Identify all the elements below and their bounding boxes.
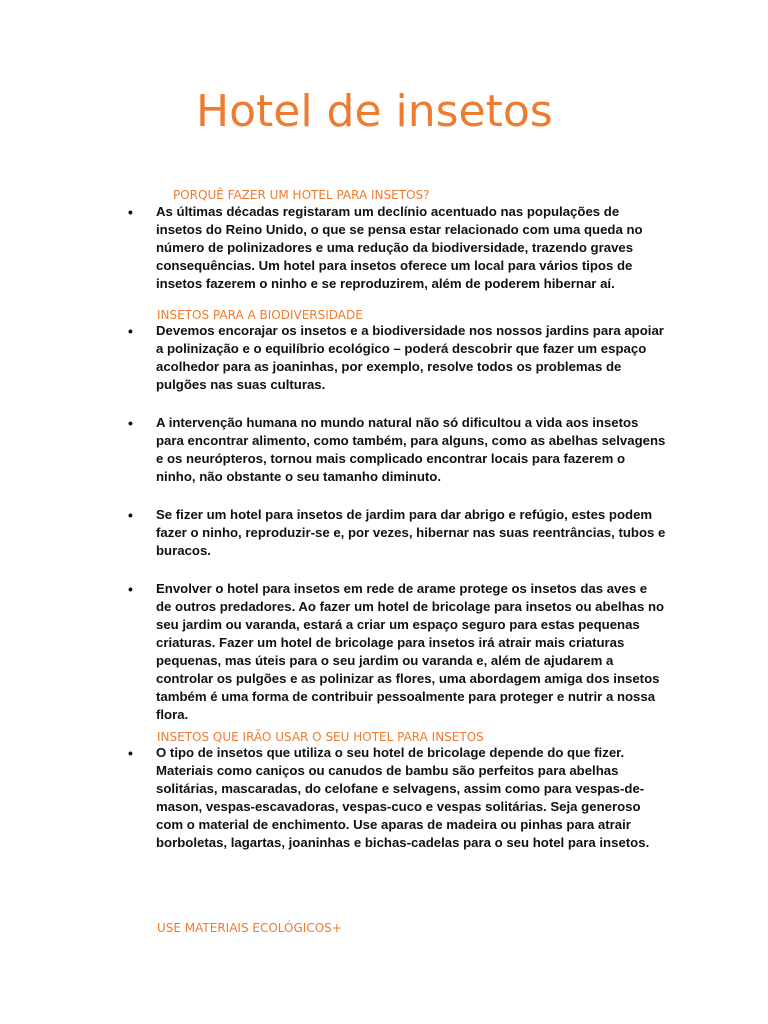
section-heading-materiais: USE MATERIAIS ECOLÓGICOS+	[157, 921, 342, 935]
bullet-list-biodiversidade	[0, 322, 666, 724]
section-heading-biodiversidade: INSETOS PARA A BIODIVERSIDADE	[157, 308, 363, 322]
list-item	[0, 203, 666, 293]
bullet-icon: •	[128, 581, 133, 597]
bullet-icon: •	[128, 323, 133, 339]
bullet-list-porque	[0, 203, 666, 293]
list-item	[0, 322, 666, 394]
list-item	[0, 580, 666, 724]
section-heading-insetos-que-irao: INSETOS QUE IRÃO USAR O SEU HOTEL PARA INSETOS	[157, 730, 484, 744]
list-item	[0, 744, 666, 852]
bullet-text: As últimas décadas registaram um declínio acentuado nas populações de insetos do Reino Unido, o que se pensa estar relacionado com uma queda no número de polinizadores e uma redução da biodiversidade, trazendo graves consequências. Um hotel para insetos oferece um local para vários tipos de insetos fazerem o ninho e se reproduzirem, além de poderem hibernar aí.	[156, 204, 643, 291]
bullet-list-insetos-que-irao	[0, 744, 666, 852]
bullet-text: A intervenção humana no mundo natural não só dificultou a vida aos insetos para encontrar alimento, como também, para alguns, como as abelhas selvagens e os neurópteros, tornou mais complicado encontrar locais para fazerem o ninho, não obstante o seu tamanho diminuto.	[156, 415, 666, 484]
bullet-text: Envolver o hotel para insetos em rede de arame protege os insetos das aves e de outros predadores. Ao fazer um hotel de bricolage para insetos ou abelhas no seu jardim ou varanda, estará a criar um espaço seguro para estas pequenas criaturas. Fazer um hotel de bricolage para insetos irá atrair mais criaturas pequenas, mas úteis para o seu jardim ou varanda e, além de ajudarem a controlar os pulgões e as polinizar as flores, uma abordagem amiga dos insetos também é uma forma de contribuir pessoalmente para proteger e nutrir a nossa flora.	[156, 581, 665, 722]
page-title: Hotel de insetos	[196, 86, 553, 137]
list-item	[0, 506, 666, 560]
list-item	[0, 414, 666, 486]
bullet-icon: •	[128, 415, 133, 431]
bullet-icon: •	[128, 507, 133, 523]
bullet-text: Devemos encorajar os insetos e a biodiversidade nos nossos jardins para apoiar a polinização e o equilíbrio ecológico – poderá descobrir que fazer um espaço acolhedor para as joaninhas, por exemplo, resolve todos os problemas de pulgões nas suas culturas.	[156, 323, 664, 392]
bullet-icon: •	[128, 204, 133, 220]
section-heading-porque: PORQUÊ FAZER UM HOTEL PARA INSETOS?	[173, 188, 430, 202]
bullet-text: O tipo de insetos que utiliza o seu hotel de bricolage depende do que fizer. Materiais como caniços ou canudos de bambu são perfeitos para abelhas solitárias, mascaradas, do celofane e selvagens, assim como para vespas-de-mason, vespas-escavadoras, vespas-cuco e vespas solitárias. Seja generoso com o material de enchimento. Use aparas de madeira ou pinhas para atrair borboletas, lagartas, joaninhas e bichas-cadelas para o seu hotel para insetos.	[156, 745, 650, 850]
bullet-icon: •	[128, 745, 133, 761]
bullet-text: Se fizer um hotel para insetos de jardim para dar abrigo e refúgio, estes podem fazer o ninho, reproduzir-se e, por vezes, hibernar nas suas reentrâncias, tubos e buracos.	[156, 507, 666, 558]
